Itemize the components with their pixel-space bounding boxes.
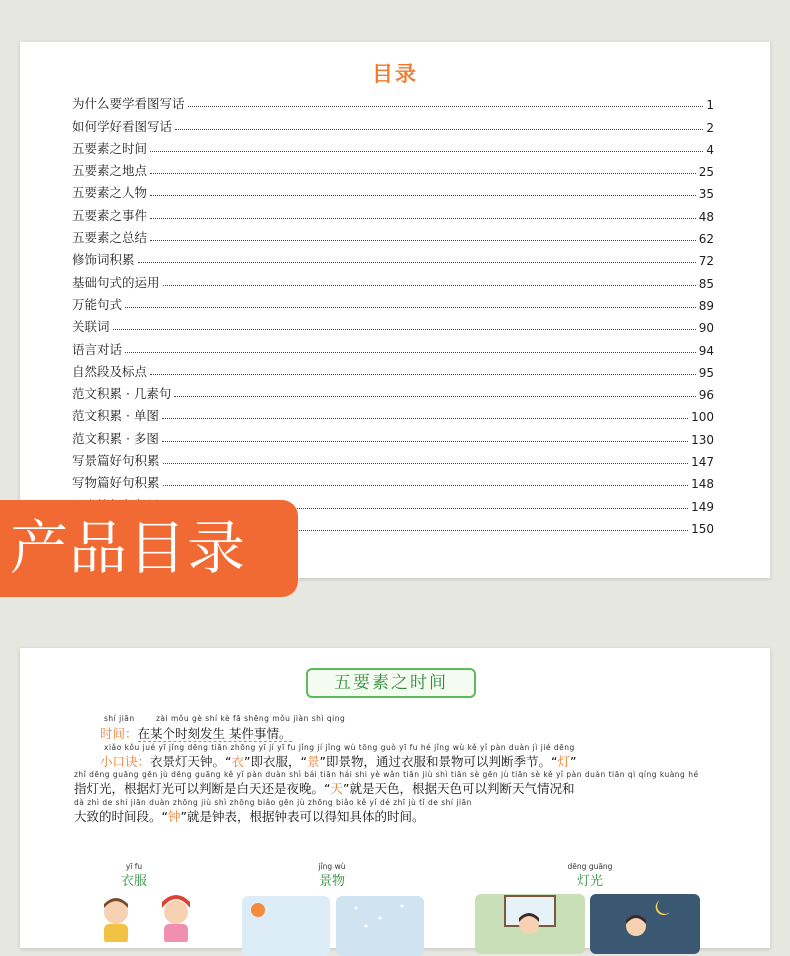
toc-item-page: 96 <box>698 388 714 403</box>
toc-item-label: 写景篇好句积累 <box>72 453 160 469</box>
scenery-panel-sun <box>242 896 330 956</box>
label-clothes: 衣服 <box>120 874 147 889</box>
toc-leader-dots <box>138 261 696 263</box>
pinyin-light: dēng guāng <box>567 862 613 871</box>
children-illustration <box>94 892 214 942</box>
body-text-3a: 指灯光，根据灯光可以判断是白天还是夜晚。“ <box>74 781 331 796</box>
toc-row <box>72 157 714 179</box>
toc-list <box>72 90 714 536</box>
rhyme-label: 小口诀： <box>100 754 151 769</box>
light-panel-day <box>475 894 585 954</box>
toc-item-label: 范文积累 · 多图 <box>72 430 159 446</box>
toc-leader-dots <box>174 395 695 397</box>
toc-item-label: 写物篇好句积累 <box>72 475 160 491</box>
toc-item-label: 五要素之事件 <box>72 207 148 223</box>
toc-leader-dots <box>188 105 704 107</box>
toc-leader-dots <box>125 351 696 353</box>
toc-leader-dots <box>150 194 696 196</box>
toc-leader-dots <box>163 284 696 286</box>
toc-item-page: 147 <box>691 455 714 470</box>
toc-row <box>72 268 714 290</box>
toc-item-label: 基础句式的运用 <box>72 274 160 290</box>
toc-item-label: 五要素之人物 <box>72 185 148 201</box>
toc-row <box>72 313 714 335</box>
toc-item-page: 85 <box>698 276 714 291</box>
scenery-panel-snow <box>336 896 424 956</box>
toc-item-page: 48 <box>698 209 714 224</box>
label-light: 灯光 <box>576 874 603 889</box>
toc-leader-dots <box>150 150 703 152</box>
toc-item-label: 如何学好看图写话 <box>72 118 173 134</box>
toc-item-label: 五要素之总结 <box>72 230 148 246</box>
boy-window-day-icon <box>475 894 585 954</box>
toc-item-label: 万能句式 <box>72 296 123 312</box>
pinyin-clothes: yī fu <box>125 862 143 871</box>
lesson-card <box>20 648 770 948</box>
definition-text: 在某个时刻发生 某件事情。 <box>137 726 292 741</box>
body-text-4b: ”就是钟表，根据钟表可以得知具体的时间。 <box>180 809 425 824</box>
toc-item-label: 范文积累 · 几素句 <box>72 386 172 402</box>
toc-row <box>72 90 714 112</box>
toc-row <box>72 179 714 201</box>
toc-item-page: 35 <box>698 187 714 202</box>
toc-leader-dots <box>175 128 703 130</box>
toc-row <box>72 112 714 134</box>
toc-leader-dots <box>163 462 689 464</box>
toc-row <box>72 224 714 246</box>
product-catalog-banner: 产品目录 <box>0 500 298 597</box>
toc-item-label: 关联词 <box>72 319 110 335</box>
toc-item-page: 149 <box>691 499 714 514</box>
toc-item-page: 4 <box>706 142 714 157</box>
body-line-3 <box>74 779 574 797</box>
toc-row <box>72 246 714 268</box>
body-line-4 <box>74 807 424 825</box>
pinyin-definition: zài mǒu gè shí kè fā shēng mǒu jiàn shì qing <box>156 714 346 723</box>
toc-row <box>72 402 714 424</box>
pinyin-rhyme: xiǎo kǒu jué yī jǐng dēng tiān zhōng yī jí yī fu jǐng jí jǐng wù tōng guò yī fu hé jǐng wù kě yǐ pàn duàn jì jié dēng <box>104 743 575 752</box>
sun-icon <box>242 896 330 956</box>
toc-leader-dots <box>125 306 696 308</box>
body-text-3b: ”就是天色，根据天色可以判断天气情况和 <box>343 781 575 796</box>
toc-item-page: 2 <box>706 120 714 135</box>
snowflake-icon <box>336 896 424 956</box>
toc-title: 目录 <box>372 62 418 86</box>
rhyme-line <box>100 752 576 770</box>
toc-item-page: 90 <box>698 321 714 336</box>
keyword-light: 灯 <box>557 754 570 769</box>
lesson-title: 五要素之时间 <box>306 668 476 698</box>
rhyme-text-1: 衣景灯天钟。“ <box>150 754 232 769</box>
pinyin-time: shí jiān <box>104 714 135 723</box>
pinyin-line4: dà zhì de shí jiān duàn zhōng jiù shì zhōng biǎo gēn jù zhōng biǎo kě yǐ dé zhī jù tǐ de shí jiān <box>74 798 472 807</box>
toc-row <box>72 135 714 157</box>
toc-leader-dots <box>150 239 696 241</box>
toc-item-page: 72 <box>698 254 714 269</box>
light-panel-night <box>590 894 700 954</box>
toc-item-page: 100 <box>691 410 714 425</box>
rhyme-text-3: ”即景物，通过衣服和景物可以判断季节。“ <box>319 754 558 769</box>
pinyin-scenery: jǐng wù <box>318 862 346 871</box>
toc-row <box>72 201 714 223</box>
toc-item-page: 95 <box>698 365 714 380</box>
toc-row <box>72 447 714 469</box>
toc-card <box>20 42 770 578</box>
toc-row <box>72 380 714 402</box>
toc-item-label: 五要素之地点 <box>72 163 148 179</box>
toc-item-label: 五要素之时间 <box>72 140 148 156</box>
rhyme-text-4: ” <box>569 754 577 769</box>
toc-leader-dots <box>150 373 696 375</box>
time-label: 时间： <box>100 726 138 741</box>
keyword-scenery: 景 <box>306 754 320 769</box>
toc-leader-dots <box>113 328 696 330</box>
toc-item-label: 范文积累 · 单图 <box>72 408 159 424</box>
body-text-4a: 大致的时间段。“ <box>74 809 168 824</box>
toc-item-page: 150 <box>691 521 714 536</box>
toc-row <box>72 291 714 313</box>
definition-line <box>100 724 292 742</box>
keyword-clock: 钟 <box>167 809 181 824</box>
toc-leader-dots <box>162 417 688 419</box>
toc-item-label: 自然段及标点 <box>72 363 148 379</box>
toc-item-label: 修饰词积累 <box>72 252 135 268</box>
toc-row <box>72 358 714 380</box>
toc-row <box>72 335 714 357</box>
keyword-clothes: 衣 <box>231 754 245 769</box>
keyword-sky: 天 <box>330 781 343 796</box>
toc-item-page: 89 <box>698 298 714 313</box>
toc-item-page: 94 <box>698 343 714 358</box>
toc-leader-dots <box>162 440 688 442</box>
toc-leader-dots <box>150 172 696 174</box>
toc-item-label: 为什么要学看图写话 <box>72 96 185 112</box>
toc-leader-dots <box>163 484 689 486</box>
toc-item-page: 1 <box>706 98 714 113</box>
toc-item-page: 25 <box>698 165 714 180</box>
toc-item-page: 62 <box>698 232 714 247</box>
toc-item-page: 130 <box>691 432 714 447</box>
toc-item-label: 语言对话 <box>72 341 123 357</box>
toc-leader-dots <box>150 217 696 219</box>
label-scenery: 景物 <box>318 874 345 889</box>
rhyme-text-2: ”即衣服，“ <box>244 754 307 769</box>
pinyin-line3: zhǐ dēng guāng gēn jù dēng guāng kě yǐ pàn duàn shì bái tiān hái shi yè wǎn tiān jiù shì tiān sè gēn jù tiān sè kě yǐ pàn duàn tiān qì qíng kuàng hé <box>74 770 699 779</box>
toc-row <box>72 469 714 491</box>
toc-row <box>72 424 714 446</box>
toc-item-page: 148 <box>691 477 714 492</box>
moon-night-icon <box>590 894 700 954</box>
